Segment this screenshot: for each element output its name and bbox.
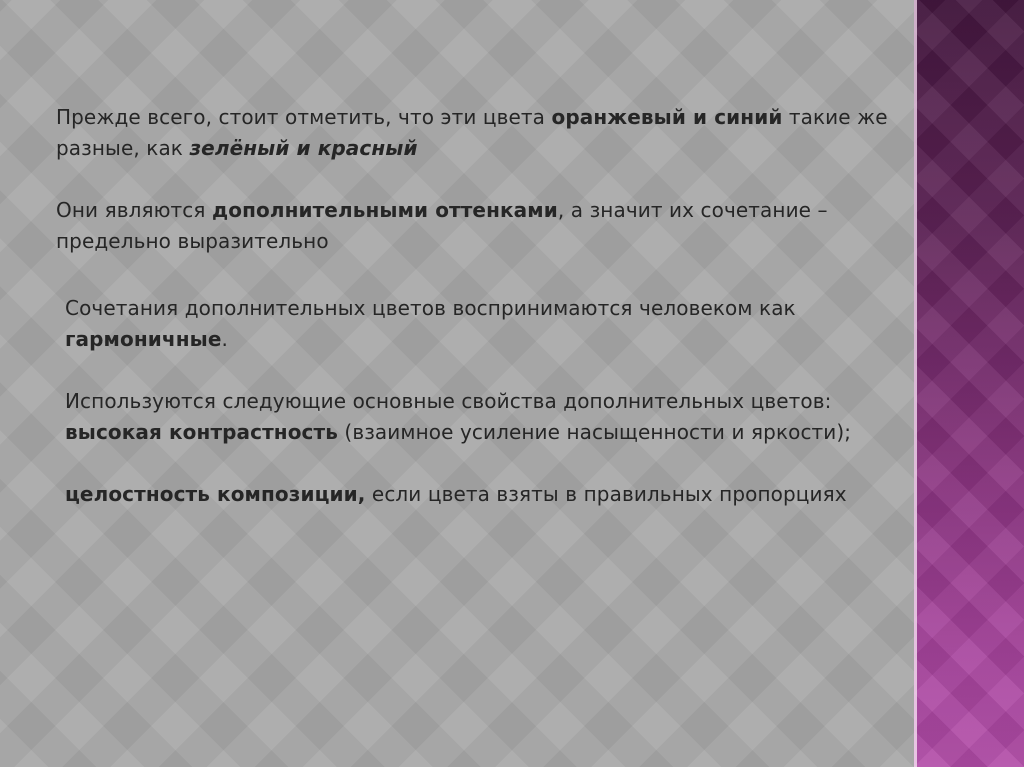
bold-phrase: целостность композиции,	[65, 482, 366, 506]
paragraph-1-line-1: Прежде всего, стоит отметить, что эти цвета оранжевый и синий такие же	[56, 105, 888, 129]
bold-italic-phrase: зелёный и красный	[189, 136, 418, 160]
paragraph-2-line-1: Они являются дополнительными оттенками, а значит их сочетание –	[56, 198, 828, 222]
paragraph-4-line-1: Используются следующие основные свойства дополнительных цветов:	[65, 389, 832, 413]
bold-phrase: гармоничные	[65, 327, 222, 351]
paragraph-2-line-2: предельно выразительно	[56, 229, 329, 253]
bold-phrase: дополнительными оттенками	[211, 198, 558, 222]
paragraph-3-line-2: гармоничные.	[65, 327, 228, 351]
paragraph-5-line-1: целостность композиции, если цвета взяты в правильных пропорциях	[65, 482, 847, 506]
paragraph-1-line-2: разные, как зелёный и красный	[56, 136, 418, 160]
paragraph-4-line-2: высокая контрастность (взаимное усиление насыщенности и яркости);	[65, 420, 852, 444]
text-block-top	[56, 102, 888, 257]
purple-side-band	[914, 0, 1024, 767]
text-block-bottom	[65, 293, 851, 510]
bold-phrase: высокая контрастность	[65, 420, 338, 444]
side-band-divider	[914, 0, 917, 767]
bold-phrase: оранжевый и синий	[551, 105, 783, 129]
paragraph-3-line-1: Сочетания дополнительных цветов воспринимаются человеком как	[65, 296, 796, 320]
